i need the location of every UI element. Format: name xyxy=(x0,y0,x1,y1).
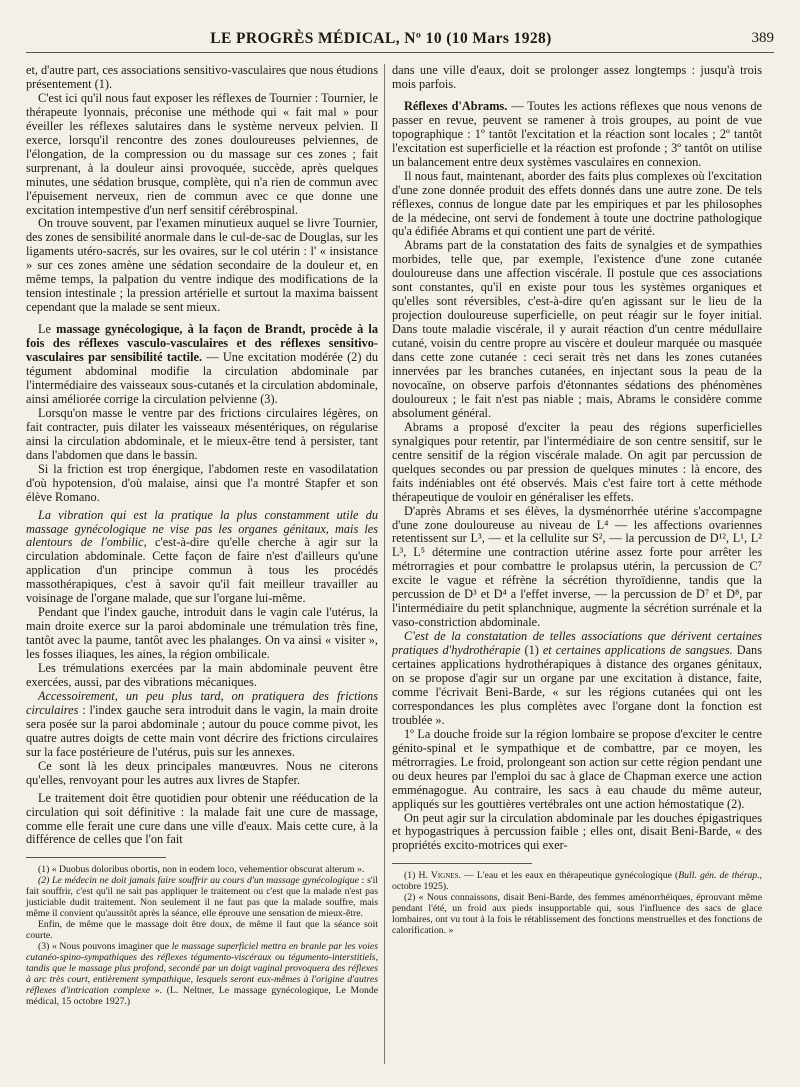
text: (1) xyxy=(520,643,543,658)
journal-title: LE PROGRÈS MÉDICAL, Nº 10 (10 Mars 1928) xyxy=(210,30,552,47)
italic-text: Accessoirement, un peu plus tard, on pratiquera des frictions circulaires xyxy=(26,688,378,717)
footnote-2 xyxy=(26,875,378,919)
italic-text: Bull. gén. de thérap. xyxy=(678,870,760,882)
left-column xyxy=(26,64,378,1007)
paragraph: Ce sont là les deux principales manœuvres. Nous ne citerons qu'elles, renvoyant pour les autres aux livres de Stapfer. xyxy=(26,758,378,787)
paragraph: Il nous faut, maintenant, aborder des faits plus complexes où l'excitation d'une zone donnée produit des effets donnés dans une autre zone. De tels réflexes, connus de longue date par les empiriques et par les philosophes de la médecine, ont servi de fondement à toute une doctrine pathologique qu'a édifiée Abrams et qui contient une part de vérité. xyxy=(392,168,762,239)
paragraph: Abrams a proposé d'exciter la peau des régions superficielles synalgiques pour retentir, par l'intermédiaire de son centre sensitif, sur le centre sensitif de la région viscérale malade. On agit par percussion de quelques secondes ou par pression de quelques minutes : là encore, des faits indéniables ont été observés. Mais c'est faire tort à cette méthode thérapeutique de vouloir en généraliser les effets. xyxy=(392,419,762,504)
paragraph xyxy=(26,690,378,760)
text: ». (L. Neltner, Le massage gynécologique, Le Monde médical, 15 octobre 1927.) xyxy=(26,985,378,1008)
italic-text: (2) Le médecin ne doit jamais faire souffrir au cours d'un massage gynécologique xyxy=(38,875,359,887)
paragraph: C'est ici qu'il nous faut exposer les réflexes de Tournier : Tournier, le thérapeute lyonnais, préconise une méthode qui « fait mal » pour éveiller les réflexes salutaires dans le système nerveux pelvien. Il exerce, lorsqu'il rencontre des zones douloureuses pelviennes, de l'élongation, de la compression ou du massage sur ces zones ; fait surprenant, à la douleur ainsi provoquée, succède, après quelques minutes, une sédation brusque, complète, qui n'a rien de commun avec l'épuisement nerveux, rien de commun avec ce que donne une excitation intempestive d'un nerf sensitif cérébrospinal. xyxy=(26,90,378,217)
paragraph: Lorsqu'on masse le ventre par des frictions circulaires légères, on fait contracter, puis dilater les vaisseaux mésentériques, on régularise ainsi la circulation abdominale, et le mieux-être tend à persister, tant dans l'abdomen que dans le bassin. xyxy=(26,405,378,462)
text: : l'index gauche sera introduit dans le vagin, la main droite sera posée sur la paroi abdominale ; autour du pouce comme pivot, les quatre autres doigts de cette main vont décrire des frictions circulaires sur la face postérieure de l'utérus, puis sur les annexes. xyxy=(26,702,378,759)
italic-text: La vibration qui est la pratique la plus constamment utile du massage gynécologique ne vise pas les organes génitaux, mais les alentours de l'ombilic, xyxy=(26,507,378,550)
paragraph: Le traitement doit être quotidien pour obtenir une rééducation de la circulation qui soit définitive : la malade fait une cure de massage, comme elle ferait une cure dans une ville d'eaux. Mais cette cure, à la différence de celles que l'on fait xyxy=(26,790,378,847)
paragraph: D'après Abrams et ses élèves, la dysménorrhée utérine s'accompagne d'une zone douloureuse au niveau de L⁴ — les affections ovariennes retentissent sur L³, — et la cellulite sur S², — la percussion de D¹², L¹, L² L³, L⁵ détermine une contraction utérine assez forte pour arrêter les métrorragies et pour combattre le prolapsus utérin, la percussion de C⁷ excite le vague et réfrène la sécrétion thyroïdienne, tandis que la percussion de D³ et D⁴ a l'effet inverse, — la percussion de D⁷ et D⁸, par l'intermédiaire du petit splanchnique, augmente la sécrétion surrénale et la vaso-constriction abdominale. xyxy=(392,503,762,630)
text: (3) « Nous pouvons imaginer que xyxy=(38,941,172,953)
header-rule xyxy=(26,52,774,53)
section-paragraph-massage xyxy=(26,323,378,407)
paragraph: dans une ville d'eaux, doit se prolonger assez longtemps : jusqu'à trois mois parfois. xyxy=(392,63,762,91)
paragraph xyxy=(392,630,762,728)
footnote-rule xyxy=(26,857,166,858)
paragraph: Les trémulations exercées par la main abdominale peuvent être exercées, aussi, par des vibrations mécaniques. xyxy=(26,661,378,689)
section-body: — Une excitation modérée (2) du tégument abdominal modifie la circulation abdominale par l'intermédiaire des vaisseaux sous-cutanés et la circulation abdominale, ainsi améliorée corrige la circulation pelvienne (3). xyxy=(26,350,379,406)
text: Dans certaines applications hydrothérapiques à distance des organes génitaux, on se propose d'agir sur un organe par une excitation à distance, faite, comme l'écrivait Beni-Barde, « sur les régions cutanées qui ont les correspondances les plus complètes avec l'organe dont la fonction est troublée ». xyxy=(392,643,762,727)
section-heading-abrams: Réflexes d'Abrams. xyxy=(404,98,508,113)
footnote-rule xyxy=(392,863,532,864)
paragraph: On peut agir sur la circulation abdominale par les douches épigastriques et hypogastriques à percussion faible ; elles ont, disait Beni-Barde, « des propriétés excito-motrices qui exer- xyxy=(392,810,762,853)
lead-word: Le xyxy=(38,322,51,337)
section-heading-massage: massage gynécologique, à la façon de Brandt, procède à la fois des réflexes vasculo-vasculaires et des réflexes sensitivo-vasculaires par sensibilité tactile. xyxy=(26,322,378,365)
text: : s'il fait souffrir, c'est qu'il ne sait pas appliquer le traitement ou c'est que la malade n'est pas justiciable dudit traitement. Non seulement il ne faut pas que la malade souffre, mais même il convient qu'aussitôt après la séance, elle éprouve une sensation de mieux-être. xyxy=(26,875,378,920)
paragraph: On trouve souvent, par l'examen minutieux auquel se livre Tournier, des zones de sensibilité anormale dans le cul-de-sac de Douglas, sur les ligaments utéro-sacrés, sur les ovaires, sur le col utérin : l' « insistance » sur ces zones amène une sédation secondaire de la douleur et, en même temps, la palpation du ventre indique des modifications de la tension intestinale ; la pression artérielle et surtout la maxima baissent cependant que la malade se sent mieux. xyxy=(26,216,378,315)
text: — L'eau et les eaux en thérapeutique gynécologique ( xyxy=(460,870,679,882)
italic-text: et certaines applications de sangsues. xyxy=(542,643,733,658)
paragraph: 1º La douche froide sur la région lombaire se propose d'exciter le centre génito-spinal et le sympathique et de combattre, par ce moyen, les métrorragies. Le froid, prolongeant son action sur cette région pendant une ou deux heures par l'emploi du sac à glace de Chapman exerce une action emménagogue. Au contraire, les sacs à eau chaude du même auteur, appliqués sur les gouttières vertébrales ont une action hémostatique (2). xyxy=(392,726,762,811)
page-number: 389 xyxy=(751,30,774,46)
text: c'est-à-dire qu'elle cherche à agir sur la circulation abdominale. Cette façon de faire n'est d'ailleurs qu'une application d'un principe commun à tous les procédés massothérapiques, c'est à savoir qu'il fait meilleur travailler au voisinage de l'organe malade, que sur l'organe lui-même. xyxy=(26,535,378,606)
section-paragraph-abrams xyxy=(392,100,762,170)
running-header xyxy=(26,30,774,54)
right-column xyxy=(392,64,762,936)
paragraph: et, d'autre part, ces associations sensitivo-vasculaires que nous étudions présentement (1). xyxy=(26,63,378,91)
paragraph xyxy=(26,509,378,607)
column-divider xyxy=(384,64,385,1064)
italic-text: C'est de la constatation de telles associations que dérivent certaines pratiques d'hydrothérapie xyxy=(392,629,762,658)
footnote-3 xyxy=(26,941,378,1007)
paragraph: Abrams part de la constatation des faits de synalgies et de sympathies morbides, telle que, par exemple, l'existence d'une zone cutanée douloureuse dans une affection viscérale. Il postule que ces associations sont constantes, qu'il en existe pour tous les systèmes organiques et qu'elles sont réversibles, c'est-à-dire qu'en agissant sur le lieu de la projection douloureuse superficielle, on peut réagir sur le foyer initial. Dans toute maladie viscérale, il y aurait réaction d'un centre médullaire cutané, voisin du centre propre au viscère et douleur marquée ou masquée dans cette zone cutanée : ceci serait très net dans les zones cutanées innervées par les branches cutanées, en injectant sous la peau de la novocaïne, on observe parfois d'étonnantes sédations des phénomènes douloureux ; le fait n'est pas niable ; mais, Abrams le considère comme absolument général. xyxy=(392,238,762,420)
text: , octobre 1925). xyxy=(392,870,762,893)
footnote-2: (2) « Nous connaissons, disait Beni-Barde, des femmes aménorrhéiques, éprouvant même pendant l'été, un froid aux pieds insupportable qui, sous l'influence des sacs de glace lombaires, ont vu tout à la fois le rétablissement des fonctions menstruelles et des fonctions de calorification. » xyxy=(392,892,762,937)
text: (1) xyxy=(404,870,419,882)
italic-text: le massage superficiel mettra en branle par les voies cutanéo-spino-sympathiques des réflexes tégumento-viscéraux ou tégumento-interstitiels, tandis que le massage plus profond, secondé par un doigt vaginal provoquera des réflexes à arc très court, entièrement sympathique, lesquels seront eux-mêmes à l'origine d'autres réflexes d'intrication complexe xyxy=(26,941,378,997)
footnote-1 xyxy=(392,870,762,892)
footnote-1: (1) « Duobus doloribus obortis, non in eodem loco, vehementior obscurat alterum ». xyxy=(38,864,365,876)
section-body: — Toutes les actions réflexes que nous venons de passer en revue, peuvent se ramener à trois groupes, au point de vue topographique : 1º tantôt l'excitation et la réaction sont locales ; 2º tantôt l'excitation est superficielle et la réaction est profonde ; 3º tantôt on utilise un balancement entre deux systèmes vasculaires en connexion. xyxy=(392,98,762,169)
paragraph: Pendant que l'index gauche, introduit dans le vagin cale l'utérus, la main droite exerce sur la paroi abdominale une trémulation très fine, tantôt avec la paume, tantôt avec les phalanges. On va ainsi « visiter », les fosses iliaques, les aines, la région ombilicale. xyxy=(26,605,378,662)
author-name: H. Vignes. xyxy=(418,870,461,882)
footnote-2-continued: Enfin, de même que le massage doit être doux, de même il faut que la séance soit courte. xyxy=(26,919,378,942)
paragraph: Si la friction est trop énergique, l'abdomen reste en vasodilatation d'où hypotension, d'où malaise, ainsi que l'a montré Stapfer et son élève Romano. xyxy=(26,461,378,504)
